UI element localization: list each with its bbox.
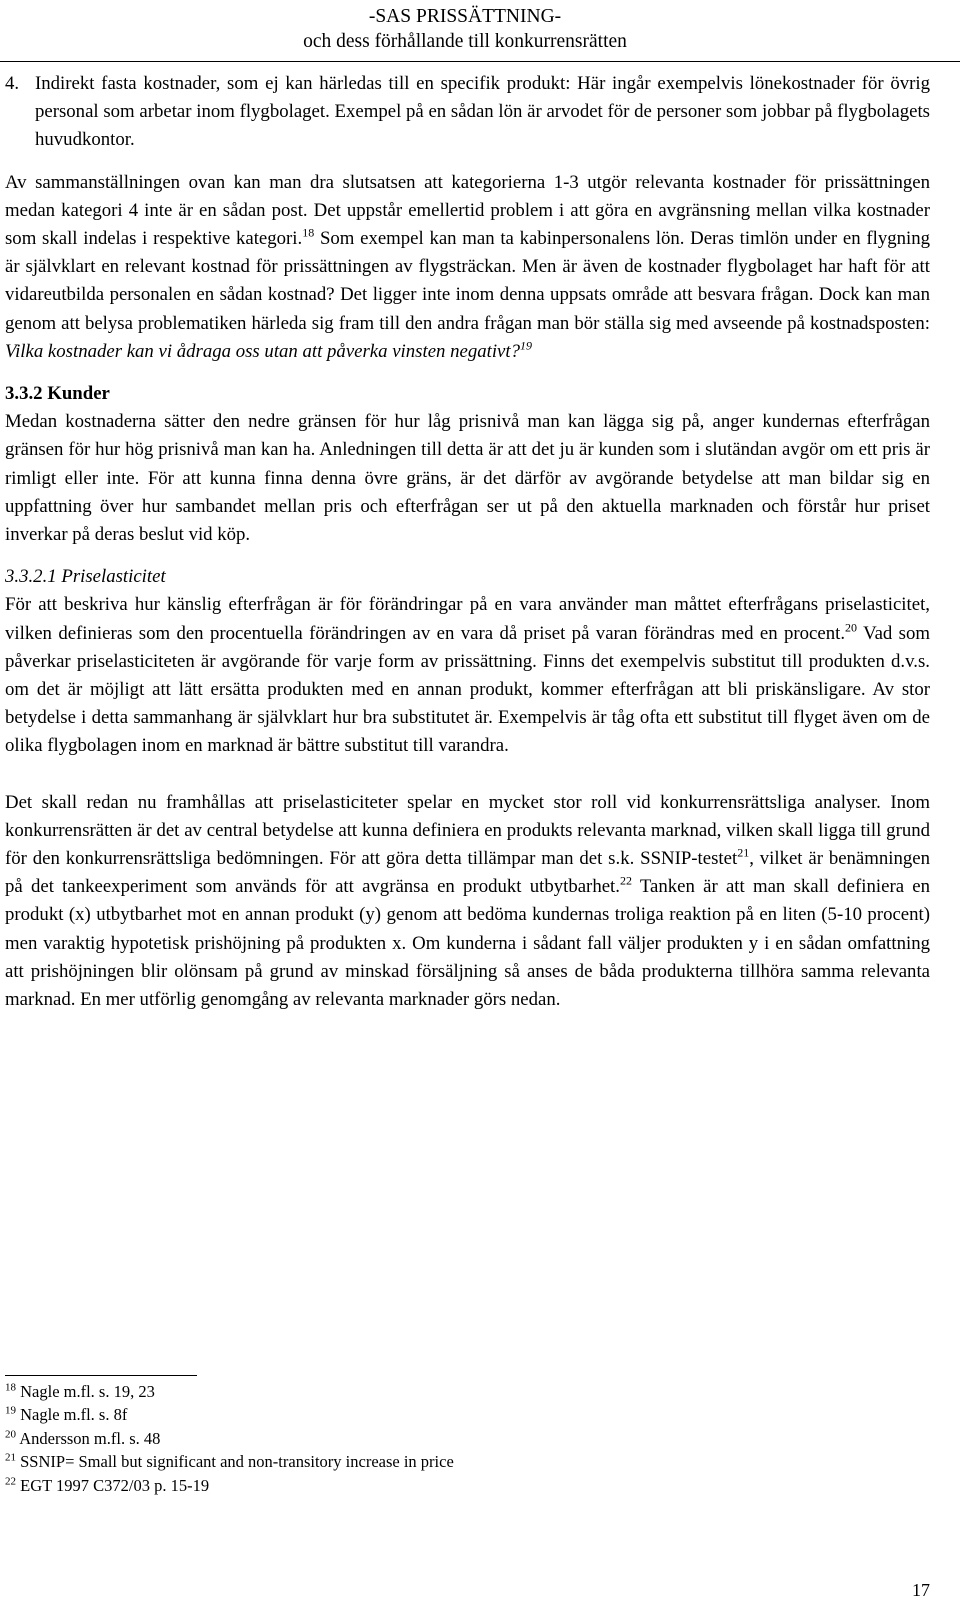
paragraph-text: Av sammanställningen ovan kan man dra slutsatsen att kategorierna 1-3 utgör relevanta kostnader för prissättningen medan kategori 4 inte är en sådan post. Det uppstår emellertid problem i att göra en avgränsning mellan vilka kostnader som skall indelas i respektive kategori. — [5, 171, 930, 250]
footnotes — [5, 1380, 805, 1497]
footnote-ref-20[interactable]: 20 — [845, 620, 858, 635]
paragraph-text: Tanken är att man skall definiera en produkt (x) utbytbarhet mot en annan produkt (y) genom att bedöma kundernas troliga reaktion på en liten (5-10 procent) men varaktig hypotetisk prishöjning på produkten x. Om kunderna i sådant fall väljer produkten y i en sådan omfattning att prishöjningen blir olönsam på grund av minskad försäljning så anses de båda produkterna tillhöra samma relevanta marknad. En mer utförlig genomgång av relevanta marknader görs nedan. — [5, 876, 931, 1011]
section-heading-kunder: 3.3.2 Kunder — [5, 383, 110, 405]
header-rule — [0, 61, 960, 62]
subsection-heading-priselasticitet: 3.3.2.1 Priselasticitet — [5, 566, 166, 588]
footnote-text: Nagle m.fl. s. 8f — [16, 1405, 128, 1425]
paragraph-text: Som exempel kan man ta kabinpersonalens lön. Deras timlön under en flygning är självklart en relevant kostnad för prissättningen av flygsträckan. Men är även de kostnader flygbolaget har haft för att vidareutbilda personalen en sådan kostnad? Det ligger inte inom denna uppsats område att besvara frågan. Dock kan man genom att belysa problematiken härleda sig fram till den andra frågan man bör ställa sig med avseende på kostnadsposten: — [5, 228, 930, 334]
footnote-ref-22[interactable]: 22 — [619, 874, 632, 889]
list-item-text: Indirekt fasta kostnader, som ej kan härledas till en specifik produkt: Här ingår exempelvis lönekostnader för övrig personal som arbetar inom flygbolaget. Exempel på en sådan lön är arvodet för de personer som jobbar på flygbolagets huvudkontor. — [35, 73, 930, 151]
paragraph-ssnip — [5, 789, 930, 1015]
paragraph-text: För att beskriva hur känslig efterfrågan är för förändringar på en vara använder man måttet efterfrågans priselasticitet, vilken definieras som den procentuella förändringen av en vara då priset på varan förändras med en procent. — [5, 594, 930, 644]
list-item-4 — [5, 70, 930, 155]
paragraph-cost-analysis — [5, 169, 930, 366]
footnote-18 — [5, 1380, 805, 1403]
header-title: -SAS PRISSÄTTNING- — [368, 6, 562, 27]
footnote-20 — [5, 1427, 805, 1450]
page-number: 17 — [912, 1580, 930, 1600]
footnote-number: 19 — [5, 1404, 16, 1417]
header-subtitle: och dess förhållande till konkurrensrätten — [303, 31, 627, 52]
footnote-number: 21 — [5, 1451, 16, 1464]
footnote-ref-18[interactable]: 18 — [302, 225, 315, 240]
footnote-text: Nagle m.fl. s. 19, 23 — [16, 1382, 155, 1401]
footnote-text: SSNIP= Small but significant and non-transitory increase in price — [16, 1452, 454, 1472]
footnote-21 — [5, 1450, 805, 1473]
key-question: Vilka kostnader kan vi ådraga oss utan att påverka vinsten negativt? — [5, 340, 520, 362]
running-header — [255, 4, 675, 54]
footnote-number: 20 — [5, 1428, 16, 1441]
footnote-ref-21[interactable]: 21 — [737, 845, 750, 860]
footnote-separator — [5, 1375, 197, 1376]
footnote-text: EGT 1997 C372/03 p. 15-19 — [16, 1475, 210, 1495]
paragraph-text: Vad som påverkar priselasticiteten är avgörande för varje form av prissättning. Finns det exempelvis substitut till produkten d.v.s. om det är möjligt att lätt ersätta produkten med en annan produkt, kommer efterfrågan att bli priskänsligare. Av stor betydelse i detta sammanhang är självklart hur bra substitutet är. Exempelvis är tåg ofta ett substitut till flyget även om de olika flygbolagen inom en marknad är bättre substitut till varandra. — [5, 622, 930, 757]
footnote-number: 22 — [5, 1475, 16, 1488]
footnote-text: Andersson m.fl. s. 48 — [16, 1428, 161, 1448]
footnote-ref-19[interactable]: 19 — [520, 338, 532, 353]
footnote-number: 18 — [5, 1381, 16, 1394]
paragraph-text: , vilket är benämningen på det tankeexperiment som används för att avgränsa en produkt utbytbarhet. — [5, 848, 930, 898]
paragraph-priselasticitet — [5, 591, 930, 760]
footnote-19 — [5, 1403, 805, 1426]
paragraph-kunder: Medan kostnaderna sätter den nedre gränsen för hur låg prisnivå man kan lägga sig på, anger kundernas efterfrågan gränsen för hur hög prisnivå man kan ha. Anledningen till detta är att det ju är kunden som i slutändan avgör om ett pris är rimligt eller inte. För att kunna finna denna övre gräns, är det därför av avgörande betydelse att man bildar sig en uppfattning över hur sambandet mellan pris och efterfrågan ser ut på den aktuella marknaden och förstår hur priset inverkar på deras beslut vid köp. — [5, 411, 930, 546]
list-item-number: 4. — [5, 73, 20, 94]
paragraph-text: Det skall redan nu framhållas att priselasticiteter spelar en mycket stor roll vid konkurrensrättsliga analyser. Inom konkurrensrätten är det av central betydelse att kunna definiera en produkts relevanta marknad, vilken skall ligga till grund för den konkurrensrättsliga bedömningen. För att göra detta tillämpar man det s.k. SSNIP-testet — [5, 791, 930, 870]
footnote-22 — [5, 1474, 805, 1497]
body-text — [5, 70, 930, 1014]
